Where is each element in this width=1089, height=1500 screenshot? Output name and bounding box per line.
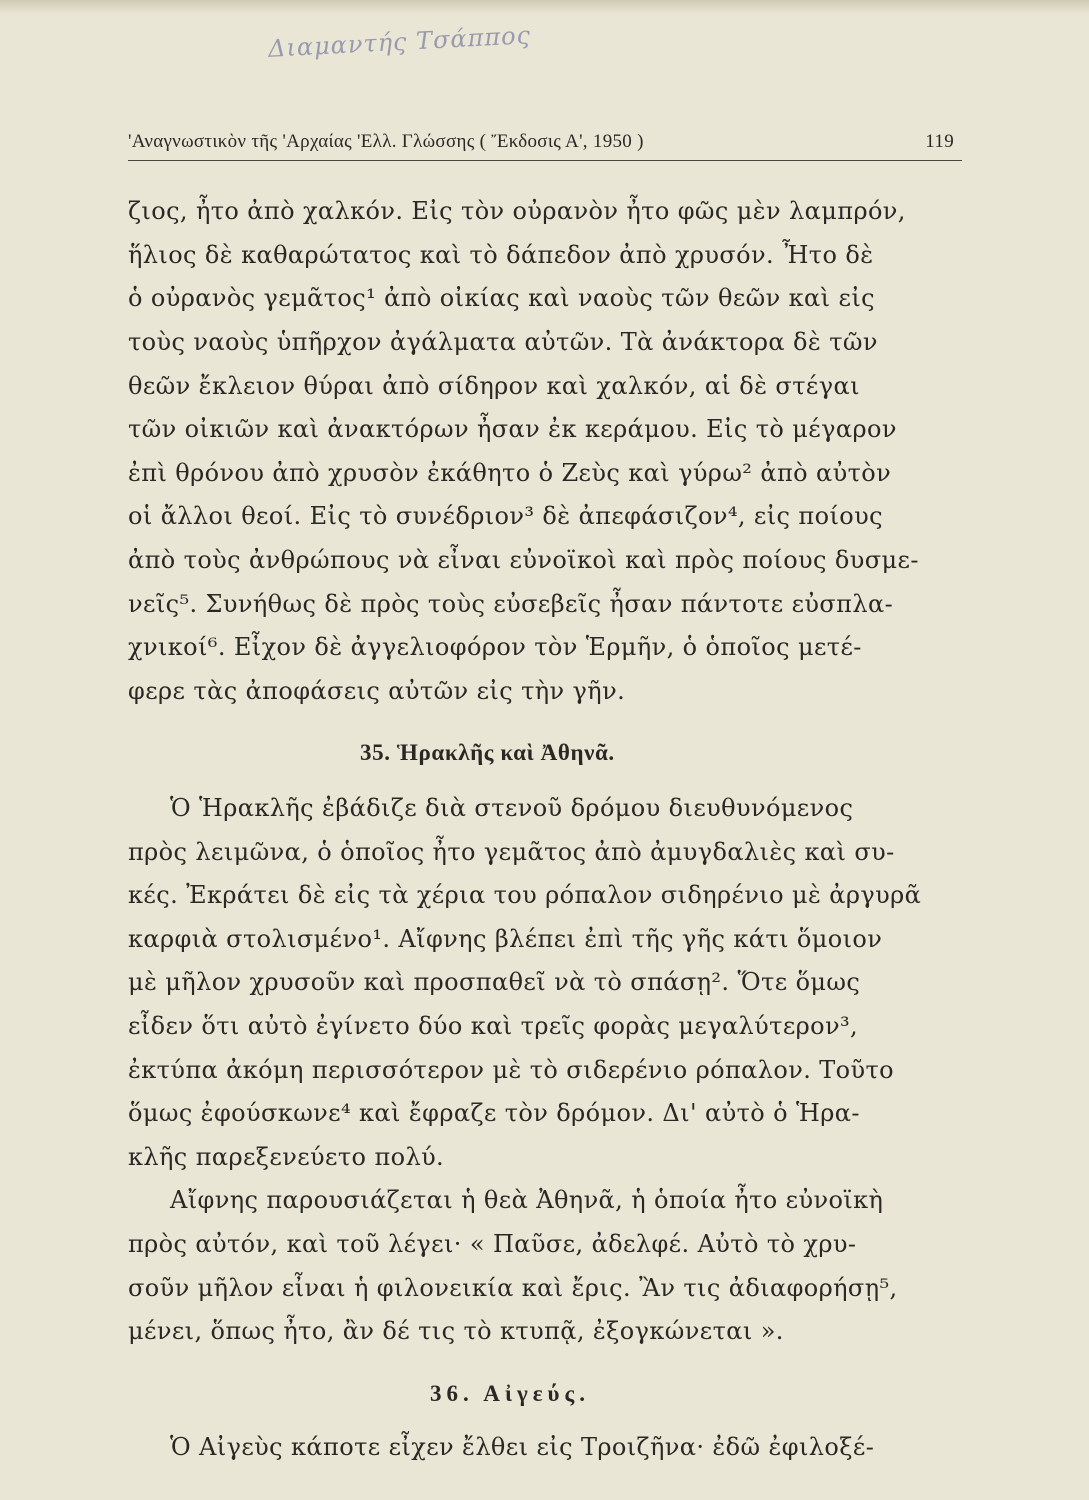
text-line: μένει, ὅπως ἦτο, ἂν δέ τις τὸ κτυπᾷ, ἐξογκώνεται ». (128, 1317, 784, 1345)
text-line: Ὁ Ἡρακλῆς ἐβάδιζε διὰ στενοῦ δρόμου διευθυνόμενος (170, 794, 854, 822)
text-line: πρὸς αὐτόν, καὶ τοῦ λέγει· « Παῦσε, ἀδελφέ. Αὐτὸ τὸ χρυ- (128, 1230, 857, 1258)
text-line: ἐκτύπα ἀκόμη περισσότερον μὲ τὸ σιδερένιο ρόπαλον. Τοῦτο (128, 1056, 895, 1084)
text-line: ζιος, ἦτο ἀπὸ χαλκόν. Εἰς τὸν οὐρανὸν ἦτο φῶς μὲν λαμπρόν, (128, 197, 906, 225)
text-line: πρὸς λειμῶνα, ὁ ὁποῖος ἦτο γεμᾶτος ἀπὸ ἀμυγδαλιὲς καὶ συ- (128, 838, 895, 866)
text-line: τῶν οἰκιῶν καὶ ἀνακτόρων ἦσαν ἐκ κεράμου. Εἰς τὸ μέγαρον (128, 415, 897, 443)
text-line: κές. Ἐκράτει δὲ εἰς τὰ χέρια του ρόπαλον σιδηρένιο μὲ ἀργυρᾶ (128, 881, 922, 909)
section-heading-35: 35. Ἡρακλῆς καὶ Ἀθηνᾶ. (360, 740, 615, 765)
text-line: ἥλιος δὲ καθαρώτατος καὶ τὸ δάπεδον ἀπὸ χρυσόν. Ἦτο δὲ (128, 241, 874, 269)
running-head-title: 'Αναγνωστικὸν τῆς 'Αρχαίας 'Ελλ. Γλώσσης ( Ἔκδοσις Α', 1950 ) (128, 131, 644, 152)
text-line: καρφιὰ στολισμένο¹. Αἴφνης βλέπει ἐπὶ τῆς γῆς κάτι ὅμοιον (128, 925, 883, 953)
page-top-edge (0, 0, 1089, 14)
text-line: οἱ ἄλλοι θεοί. Εἰς τὸ συνέδριον³ δὲ ἀπεφάσιζον⁴, εἰς ποίους (128, 502, 883, 530)
running-head (128, 131, 962, 161)
text-line: Αἴφνης παρουσιάζεται ἡ θεὰ Ἀθηνᾶ, ἡ ὁποία ἦτο εὐνοϊκὴ (170, 1186, 884, 1214)
text-line: φερε τὰς ἀποφάσεις αὐτῶν εἰς τὴν γῆν. (128, 677, 626, 705)
text-line: σοῦν μῆλον εἶναι ἡ φιλονεικία καὶ ἔρις. Ἂν τις ἀδιαφορήσῃ⁵, (128, 1274, 898, 1302)
text-line: χνικοί⁶. Εἶχον δὲ ἀγγελιοφόρον τὸν Ἑρμῆν, ὁ ὁποῖος μετέ- (128, 633, 862, 661)
text-line: μὲ μῆλον χρυσοῦν καὶ προσπαθεῖ νὰ τὸ σπάσῃ². Ὅτε ὅμως (128, 968, 861, 996)
text-line: κλῆς παρεξενεύετο πολύ. (128, 1143, 445, 1171)
text-line: νεῖς⁵. Συνήθως δὲ πρὸς τοὺς εὐσεβεῖς ἦσαν πάντοτε εὐσπλα- (128, 590, 894, 618)
handwritten-signature: Διαμαντής Τσάππος (267, 21, 532, 63)
text-line: θεῶν ἔκλειον θύραι ἀπὸ σίδηρον καὶ χαλκόν, αἱ δὲ στέγαι (128, 372, 860, 400)
text-line: τοὺς ναοὺς ὑπῆρχον ἀγάλματα αὐτῶν. Τὰ ἀνάκτορα δὲ τῶν (128, 328, 878, 356)
text-line: ἐπὶ θρόνου ἀπὸ χρυσὸν ἐκάθητο ὁ Ζεὺς καὶ γύρω² ἀπὸ αὐτὸν (128, 459, 892, 487)
text-line: ὅμως ἐφούσκωνε⁴ καὶ ἔφραζε τὸν δρόμον. Δι' αὐτὸ ὁ Ἡρα- (128, 1099, 860, 1127)
section-heading-36: 36. Αἰγεύς. (430, 1381, 590, 1406)
text-line: ἀπὸ τοὺς ἀνθρώπους νὰ εἶναι εὐνοϊκοὶ καὶ πρὸς ποίους δυσμε- (128, 546, 919, 574)
header-rule (128, 160, 962, 161)
text-line: ὁ οὐρανὸς γεμᾶτος¹ ἀπὸ οἰκίας καὶ ναοὺς τῶν θεῶν καὶ εἰς (128, 284, 875, 312)
text-line: εἶδεν ὅτι αὐτὸ ἐγίνετο δύο καὶ τρεῖς φορὰς μεγαλύτερον³, (128, 1012, 859, 1040)
text-line: Ὁ Αἰγεὺς κάποτε εἶχεν ἔλθει εἰς Τροιζῆνα· ἐδῶ ἐφιλοξέ- (170, 1433, 875, 1461)
page-number: 119 (925, 131, 954, 152)
